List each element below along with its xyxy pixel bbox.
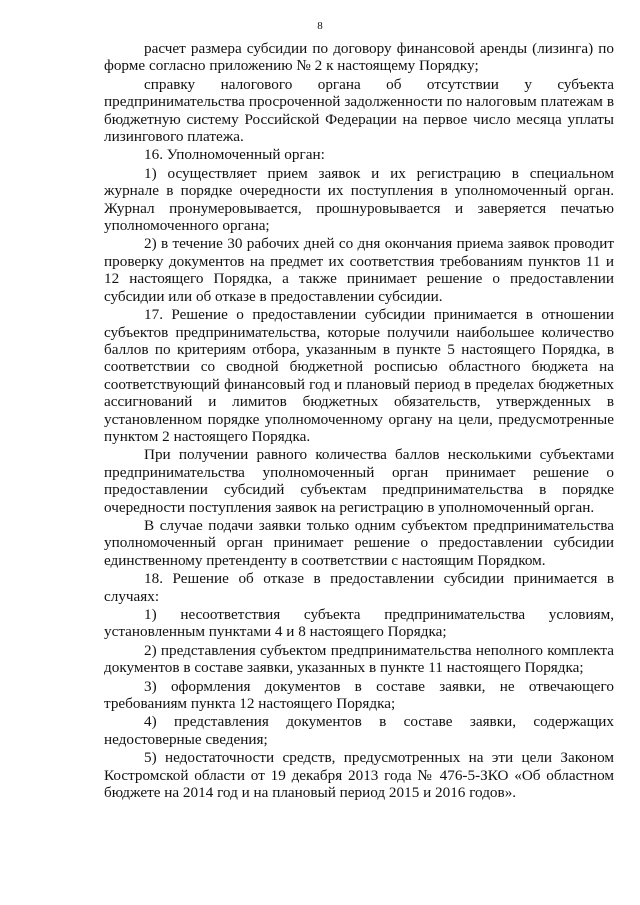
paragraph-equal-points: При получении равного количества баллов несколькими субъектами предпринимательства уполномоченный орган принимает решение о предоставлении субсидий субъектам предпринимательства в порядке очередности поступления заявок на регистрацию в уполномоченный орган. <box>104 446 614 516</box>
paragraph-item-16-1: 1) осуществляет прием заявок и их регистрацию в специальном журнале в порядке очередности их поступления в уполномоченный орган. Журнал пронумеровывается, прошнуровывается и заверяется печатью уполномоченного органа; <box>104 164 614 235</box>
document-body <box>104 40 614 801</box>
paragraph-item-18: 18. Решение об отказе в предоставлении субсидии принимается в случаях: <box>104 570 614 605</box>
paragraph-item-16-2: 2) в течение 30 рабочих дней со дня окончания приема заявок проводит проверку документов на предмет их соответствия требованиям пунктов 11 и 12 настоящего Порядка, а также принимает решение о предоставлении субсидии или об отказе в предоставлении субсидии. <box>104 235 614 305</box>
paragraph-item-18-4: 4) представления документов в составе заявки, содержащих недостоверные сведения; <box>104 713 614 748</box>
paragraph-item-18-3: 3) оформления документов в составе заявки, не отвечающего требованиям пункта 12 настоящего Порядка; <box>104 677 614 713</box>
paragraph-leasing-calc: расчет размера субсидии по договору финансовой аренды (лизинга) по форме согласно приложению № 2 к настоящему Порядку; <box>104 40 614 75</box>
paragraph-item-18-5: 5) недостаточности средств, предусмотренных на эти цели Законом Костромской области от 19 декабря 2013 года № 476-5-ЗКО «Об областном бюджете на 2014 год и на плановый период 2015 и 2016 годов». <box>104 749 614 802</box>
paragraph-single-applicant: В случае подачи заявки только одним субъектом предпринимательства уполномоченный орган принимает решение о предоставлении субсидии единственному претенденту в соответствии с настоящим Порядком. <box>104 516 614 569</box>
paragraph-tax-certificate: справку налогового органа об отсутствии у субъекта предпринимательства просроченной задолженности по налоговым платежам в бюджетную систему Российской Федерации на первое число месяца уплаты лизингового платежа. <box>104 75 614 146</box>
paragraph-item-17: 17. Решение о предоставлении субсидии принимается в отношении субъектов предпринимательства, которые получили наибольшее количество баллов по критериям отбора, указанным в пункте 5 настоящего Порядка, в соответствии со сводной бюджетной росписью областного бюджета на соответствующий финансовый год и плановый период в пределах бюджетных ассигнований и лимитов бюджетных обязательств, утвержденных в установленном порядке уполномоченному органу на цели, предусмотренные пунктом 2 настоящего Порядка. <box>104 306 614 445</box>
paragraph-item-16: 16. Уполномоченный орган: <box>144 146 325 164</box>
paragraph-item-18-2: 2) представления субъектом предпринимательства неполного комплекта документов в составе заявки, указанных в пункте 11 настоящего Порядка; <box>104 641 614 677</box>
page-number: 8 <box>317 20 323 32</box>
paragraph-item-18-1: 1) несоответствия субъекта предпринимательства условиям, установленным пунктами 4 и 8 настоящего Порядка; <box>104 606 614 641</box>
